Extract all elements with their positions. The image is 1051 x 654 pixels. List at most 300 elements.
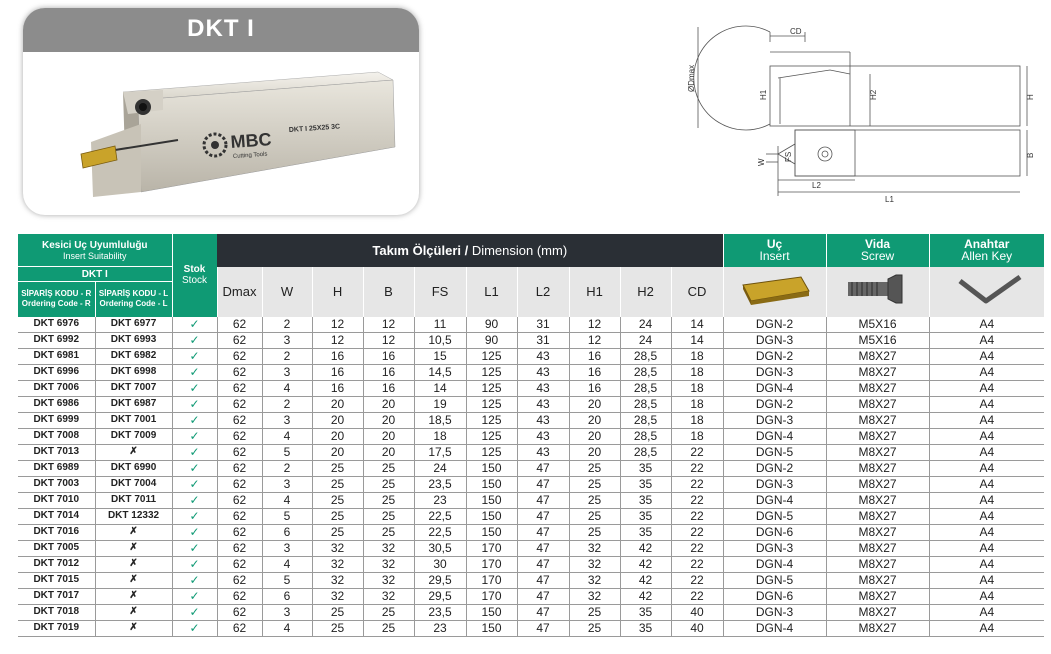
stock-cell: ✓ [172, 396, 217, 412]
screw-cell: M8X27 [826, 556, 929, 572]
key-image [929, 267, 1044, 317]
order-code-r-cell: DKT 7010 [18, 492, 95, 508]
l2-cell: 43 [517, 348, 569, 364]
table-row [18, 556, 1044, 572]
l1-cell: 125 [466, 364, 517, 380]
insert-cell: DGN-3 [723, 604, 826, 620]
dmax-cell: 62 [217, 428, 262, 444]
insert-cell: DGN-3 [723, 412, 826, 428]
h-cell: 12 [312, 317, 363, 333]
order-code-r-tr: SİPARİŞ KODU - R [21, 289, 92, 299]
allen-key-cell: A4 [929, 460, 1044, 476]
fs-cell: 29,5 [414, 572, 466, 588]
b-cell: 16 [363, 364, 414, 380]
cd-cell: 22 [671, 444, 723, 460]
allen-key-cell: A4 [929, 556, 1044, 572]
w-cell: 5 [262, 572, 312, 588]
h2-cell: 28,5 [620, 444, 671, 460]
l2-cell: 47 [517, 524, 569, 540]
l1-cell: 90 [466, 332, 517, 348]
cd-cell: 22 [671, 556, 723, 572]
cd-cell: 40 [671, 620, 723, 636]
order-code-l-cell: DKT 6987 [95, 396, 172, 412]
cd-cell: 18 [671, 396, 723, 412]
dmax-cell: 62 [217, 380, 262, 396]
h2-cell: 42 [620, 556, 671, 572]
b-cell: 32 [363, 588, 414, 604]
insert-cell: DGN-3 [723, 364, 826, 380]
dmax-cell: 62 [217, 460, 262, 476]
insert-cell: DGN-4 [723, 492, 826, 508]
insert-cell: DGN-5 [723, 444, 826, 460]
l2-cell: 31 [517, 317, 569, 333]
screw-image [826, 267, 929, 317]
h2-cell: 28,5 [620, 380, 671, 396]
table-row [18, 588, 1044, 604]
insert-cell: DGN-5 [723, 508, 826, 524]
order-code-l-cell: DKT 6993 [95, 332, 172, 348]
insert-header [723, 234, 826, 267]
order-code-l-cell: ✗ [95, 588, 172, 604]
allen-key-cell: A4 [929, 524, 1044, 540]
b-cell: 20 [363, 412, 414, 428]
fs-cell: 23 [414, 492, 466, 508]
h1-cell: 25 [569, 508, 620, 524]
h2-cell: 35 [620, 460, 671, 476]
fs-cell: 18,5 [414, 412, 466, 428]
table-row [18, 524, 1044, 540]
h1-cell: 25 [569, 492, 620, 508]
l2-cell: 31 [517, 332, 569, 348]
b-cell: 25 [363, 524, 414, 540]
l1-cell: 125 [466, 380, 517, 396]
h2-cell: 42 [620, 572, 671, 588]
h-cell: 16 [312, 380, 363, 396]
w-cell: 3 [262, 604, 312, 620]
col-fs: FS [414, 267, 466, 317]
order-code-l-cell: ✗ [95, 604, 172, 620]
stock-header [172, 234, 217, 317]
dmax-cell: 62 [217, 444, 262, 460]
stock-cell: ✓ [172, 476, 217, 492]
table-row [18, 444, 1044, 460]
l1-cell: 150 [466, 476, 517, 492]
label-h2: H2 [869, 89, 878, 100]
order-code-r-cell: DKT 7017 [18, 588, 95, 604]
stock-cell: ✓ [172, 317, 217, 333]
h-cell: 25 [312, 508, 363, 524]
stock-cell: ✓ [172, 412, 217, 428]
l1-cell: 150 [466, 508, 517, 524]
h1-cell: 16 [569, 364, 620, 380]
table-row [18, 508, 1044, 524]
l2-cell: 47 [517, 476, 569, 492]
l2-cell: 47 [517, 620, 569, 636]
cd-cell: 18 [671, 380, 723, 396]
h1-cell: 32 [569, 540, 620, 556]
order-code-l-en: Ordering Code - L [99, 299, 168, 309]
dmax-cell: 62 [217, 556, 262, 572]
screw-cell: M8X27 [826, 348, 929, 364]
w-cell: 2 [262, 348, 312, 364]
screw-label-tr: Vida [864, 237, 891, 252]
h-cell: 12 [312, 332, 363, 348]
order-code-l-cell: ✗ [95, 540, 172, 556]
order-code-l-tr: SİPARİŞ KODU - L [98, 289, 169, 299]
h2-cell: 35 [620, 508, 671, 524]
fs-cell: 29,5 [414, 588, 466, 604]
label-b: B [1026, 152, 1035, 158]
label-h: H [1026, 94, 1035, 100]
b-cell: 20 [363, 396, 414, 412]
order-code-l-cell: DKT 12332 [95, 508, 172, 524]
dmax-cell: 62 [217, 396, 262, 412]
fs-cell: 14,5 [414, 364, 466, 380]
h1-cell: 16 [569, 380, 620, 396]
h1-cell: 32 [569, 556, 620, 572]
h2-cell: 24 [620, 332, 671, 348]
insert-label-tr: Uç [766, 237, 783, 252]
h2-cell: 35 [620, 476, 671, 492]
allen-key-cell: A4 [929, 332, 1044, 348]
allen-key-cell: A4 [929, 412, 1044, 428]
order-code-r-cell: DKT 7018 [18, 604, 95, 620]
product-card [23, 8, 419, 215]
b-cell: 20 [363, 444, 414, 460]
b-cell: 25 [363, 492, 414, 508]
l2-cell: 43 [517, 380, 569, 396]
allen-key-cell: A4 [929, 396, 1044, 412]
h1-cell: 20 [569, 412, 620, 428]
h1-cell: 16 [569, 348, 620, 364]
l1-cell: 150 [466, 604, 517, 620]
b-cell: 20 [363, 428, 414, 444]
h1-cell: 25 [569, 620, 620, 636]
fs-cell: 10,5 [414, 332, 466, 348]
l2-cell: 47 [517, 460, 569, 476]
screw-cell: M5X16 [826, 332, 929, 348]
order-code-r-cell: DKT 7006 [18, 380, 95, 396]
cd-cell: 22 [671, 540, 723, 556]
fs-cell: 22,5 [414, 508, 466, 524]
order-code-l-cell: DKT 6982 [95, 348, 172, 364]
fs-cell: 22,5 [414, 524, 466, 540]
h2-cell: 35 [620, 492, 671, 508]
h2-cell: 35 [620, 604, 671, 620]
label-cd: CD [790, 27, 802, 36]
screw-cell: M8X27 [826, 412, 929, 428]
allen-key-cell: A4 [929, 476, 1044, 492]
allen-key-cell: A4 [929, 364, 1044, 380]
holder-marking: DKT I 25X25 3C [288, 123, 341, 134]
cd-cell: 40 [671, 604, 723, 620]
cd-cell: 18 [671, 412, 723, 428]
h1-cell: 25 [569, 460, 620, 476]
allen-key-cell: A4 [929, 348, 1044, 364]
h-cell: 16 [312, 364, 363, 380]
order-code-l-cell: DKT 7007 [95, 380, 172, 396]
col-h: H [312, 267, 363, 317]
l1-cell: 90 [466, 317, 517, 333]
dimension-title: Takım Ölçüleri / [372, 242, 469, 258]
h-cell: 32 [312, 588, 363, 604]
fs-cell: 30,5 [414, 540, 466, 556]
screw-cell: M8X27 [826, 492, 929, 508]
h-cell: 20 [312, 396, 363, 412]
order-code-r-cell: DKT 6986 [18, 396, 95, 412]
dmax-cell: 62 [217, 540, 262, 556]
l2-cell: 47 [517, 556, 569, 572]
insert-cell: DGN-2 [723, 348, 826, 364]
fs-cell: 30 [414, 556, 466, 572]
order-code-l-cell: ✗ [95, 524, 172, 540]
h-cell: 20 [312, 412, 363, 428]
b-cell: 32 [363, 540, 414, 556]
l2-cell: 47 [517, 588, 569, 604]
key-label-en: Allen Key [961, 249, 1013, 264]
dimension-table [18, 234, 1044, 637]
dimension-header [217, 234, 723, 267]
stock-cell: ✓ [172, 428, 217, 444]
w-cell: 2 [262, 460, 312, 476]
screw-cell: M8X27 [826, 508, 929, 524]
l2-cell: 43 [517, 412, 569, 428]
key-header [929, 234, 1044, 267]
w-cell: 4 [262, 428, 312, 444]
brand-tagline: Cutting Tools [232, 151, 268, 160]
l1-cell: 150 [466, 620, 517, 636]
label-h1: H1 [759, 89, 768, 100]
col-l2: L2 [517, 267, 569, 317]
b-cell: 25 [363, 476, 414, 492]
stock-cell: ✓ [172, 556, 217, 572]
l1-cell: 150 [466, 460, 517, 476]
dmax-cell: 62 [217, 572, 262, 588]
col-dmax: Dmax [217, 267, 262, 317]
allen-key-cell: A4 [929, 540, 1044, 556]
order-code-r-cell: DKT 6976 [18, 317, 95, 333]
allen-key-cell: A4 [929, 508, 1044, 524]
b-cell: 25 [363, 460, 414, 476]
allen-key-cell: A4 [929, 620, 1044, 636]
l2-cell: 43 [517, 396, 569, 412]
fs-cell: 23,5 [414, 604, 466, 620]
l1-cell: 170 [466, 540, 517, 556]
fs-cell: 18 [414, 428, 466, 444]
b-cell: 12 [363, 332, 414, 348]
l2-cell: 47 [517, 572, 569, 588]
cd-cell: 18 [671, 428, 723, 444]
insert-cell: DGN-2 [723, 460, 826, 476]
product-title: DKT I [23, 8, 419, 52]
order-code-r-cell: DKT 6989 [18, 460, 95, 476]
l2-cell: 47 [517, 508, 569, 524]
order-code-l-cell: DKT 7004 [95, 476, 172, 492]
table-row [18, 460, 1044, 476]
table-row [18, 348, 1044, 364]
col-l1: L1 [466, 267, 517, 317]
stock-cell: ✓ [172, 604, 217, 620]
h2-cell: 35 [620, 524, 671, 540]
insert-cell: DGN-6 [723, 524, 826, 540]
table-row [18, 380, 1044, 396]
label-w: W [757, 158, 766, 166]
order-code-r-cell: DKT 7019 [18, 620, 95, 636]
screw-cell: M8X27 [826, 540, 929, 556]
stock-cell: ✓ [172, 540, 217, 556]
label-dmax: ØDmax [687, 64, 696, 92]
cd-cell: 22 [671, 460, 723, 476]
fs-cell: 19 [414, 396, 466, 412]
order-code-r-cell: DKT 7015 [18, 572, 95, 588]
l1-cell: 170 [466, 588, 517, 604]
table-row [18, 620, 1044, 636]
table-row [18, 476, 1044, 492]
b-cell: 12 [363, 317, 414, 333]
b-cell: 32 [363, 572, 414, 588]
h-cell: 25 [312, 524, 363, 540]
screw-cell: M8X27 [826, 572, 929, 588]
dmax-cell: 62 [217, 620, 262, 636]
order-code-l-cell: ✗ [95, 572, 172, 588]
insert-label-en: Insert [759, 249, 790, 264]
screw-cell: M8X27 [826, 604, 929, 620]
l1-cell: 170 [466, 572, 517, 588]
insert-cell: DGN-6 [723, 588, 826, 604]
stock-cell: ✓ [172, 508, 217, 524]
allen-key-cell: A4 [929, 492, 1044, 508]
order-code-l-cell: DKT 7001 [95, 412, 172, 428]
fs-cell: 15 [414, 348, 466, 364]
label-l1: L1 [885, 195, 894, 204]
dmax-cell: 62 [217, 332, 262, 348]
insert-cell: DGN-3 [723, 476, 826, 492]
order-code-r-cell: DKT 6981 [18, 348, 95, 364]
l1-cell: 150 [466, 492, 517, 508]
h-cell: 20 [312, 444, 363, 460]
dmax-cell: 62 [217, 588, 262, 604]
table-row [18, 317, 1044, 333]
l2-cell: 43 [517, 444, 569, 460]
h1-cell: 25 [569, 524, 620, 540]
insert-cell: DGN-4 [723, 380, 826, 396]
table-row [18, 364, 1044, 380]
h1-cell: 20 [569, 428, 620, 444]
insert-image [723, 267, 826, 317]
h2-cell: 28,5 [620, 412, 671, 428]
dmax-cell: 62 [217, 348, 262, 364]
stock-cell: ✓ [172, 460, 217, 476]
h1-cell: 20 [569, 444, 620, 460]
l1-cell: 170 [466, 556, 517, 572]
cd-cell: 14 [671, 332, 723, 348]
order-code-l-cell: DKT 7011 [95, 492, 172, 508]
insert-cell: DGN-5 [723, 572, 826, 588]
order-code-r-cell: DKT 6996 [18, 364, 95, 380]
screw-label-en: Screw [860, 249, 895, 264]
h1-cell: 32 [569, 588, 620, 604]
stock-cell: ✓ [172, 380, 217, 396]
screw-cell: M8X27 [826, 396, 929, 412]
l1-cell: 125 [466, 412, 517, 428]
h2-cell: 35 [620, 620, 671, 636]
order-code-r-header [18, 282, 95, 317]
order-code-l-cell: DKT 6998 [95, 364, 172, 380]
dmax-cell: 62 [217, 524, 262, 540]
l1-cell: 150 [466, 524, 517, 540]
dmax-cell: 62 [217, 364, 262, 380]
dmax-cell: 62 [217, 508, 262, 524]
table-row [18, 492, 1044, 508]
screw-cell: M8X27 [826, 364, 929, 380]
h-cell: 25 [312, 604, 363, 620]
fs-cell: 11 [414, 317, 466, 333]
h2-cell: 28,5 [620, 364, 671, 380]
screw-cell: M8X27 [826, 620, 929, 636]
cd-cell: 22 [671, 476, 723, 492]
fs-cell: 14 [414, 380, 466, 396]
h2-cell: 28,5 [620, 348, 671, 364]
dmax-cell: 62 [217, 492, 262, 508]
insert-icon [735, 269, 815, 309]
order-code-l-cell: ✗ [95, 556, 172, 572]
l1-cell: 125 [466, 348, 517, 364]
l1-cell: 125 [466, 444, 517, 460]
col-b: B [363, 267, 414, 317]
w-cell: 5 [262, 444, 312, 460]
table-row [18, 604, 1044, 620]
table-row [18, 540, 1044, 556]
h-cell: 25 [312, 476, 363, 492]
w-cell: 2 [262, 317, 312, 333]
order-code-r-cell: DKT 7008 [18, 428, 95, 444]
insert-cell: DGN-3 [723, 332, 826, 348]
screw-header [826, 234, 929, 267]
b-cell: 25 [363, 508, 414, 524]
order-code-l-cell: ✗ [95, 620, 172, 636]
h1-cell: 12 [569, 332, 620, 348]
screw-cell: M8X27 [826, 588, 929, 604]
order-code-r-en: Ordering Code - R [21, 299, 91, 309]
dimension-title-en: Dimension (mm) [468, 242, 568, 258]
stock-cell: ✓ [172, 588, 217, 604]
stock-cell: ✓ [172, 444, 217, 460]
dmax-cell: 62 [217, 476, 262, 492]
screw-cell: M8X27 [826, 476, 929, 492]
b-cell: 16 [363, 348, 414, 364]
dkt-label: DKT I [18, 267, 172, 282]
w-cell: 3 [262, 364, 312, 380]
b-cell: 25 [363, 604, 414, 620]
b-cell: 25 [363, 620, 414, 636]
stock-cell: ✓ [172, 348, 217, 364]
screw-cell: M8X27 [826, 460, 929, 476]
insert-cell: DGN-4 [723, 428, 826, 444]
table-row [18, 412, 1044, 428]
h2-cell: 28,5 [620, 396, 671, 412]
stock-cell: ✓ [172, 572, 217, 588]
stock-cell: ✓ [172, 524, 217, 540]
order-code-r-cell: DKT 7014 [18, 508, 95, 524]
h-cell: 25 [312, 492, 363, 508]
screw-cell: M8X27 [826, 428, 929, 444]
fs-cell: 17,5 [414, 444, 466, 460]
h2-cell: 24 [620, 317, 671, 333]
table-row [18, 396, 1044, 412]
w-cell: 4 [262, 556, 312, 572]
h1-cell: 20 [569, 396, 620, 412]
stock-label-tr: Stok [183, 264, 206, 276]
